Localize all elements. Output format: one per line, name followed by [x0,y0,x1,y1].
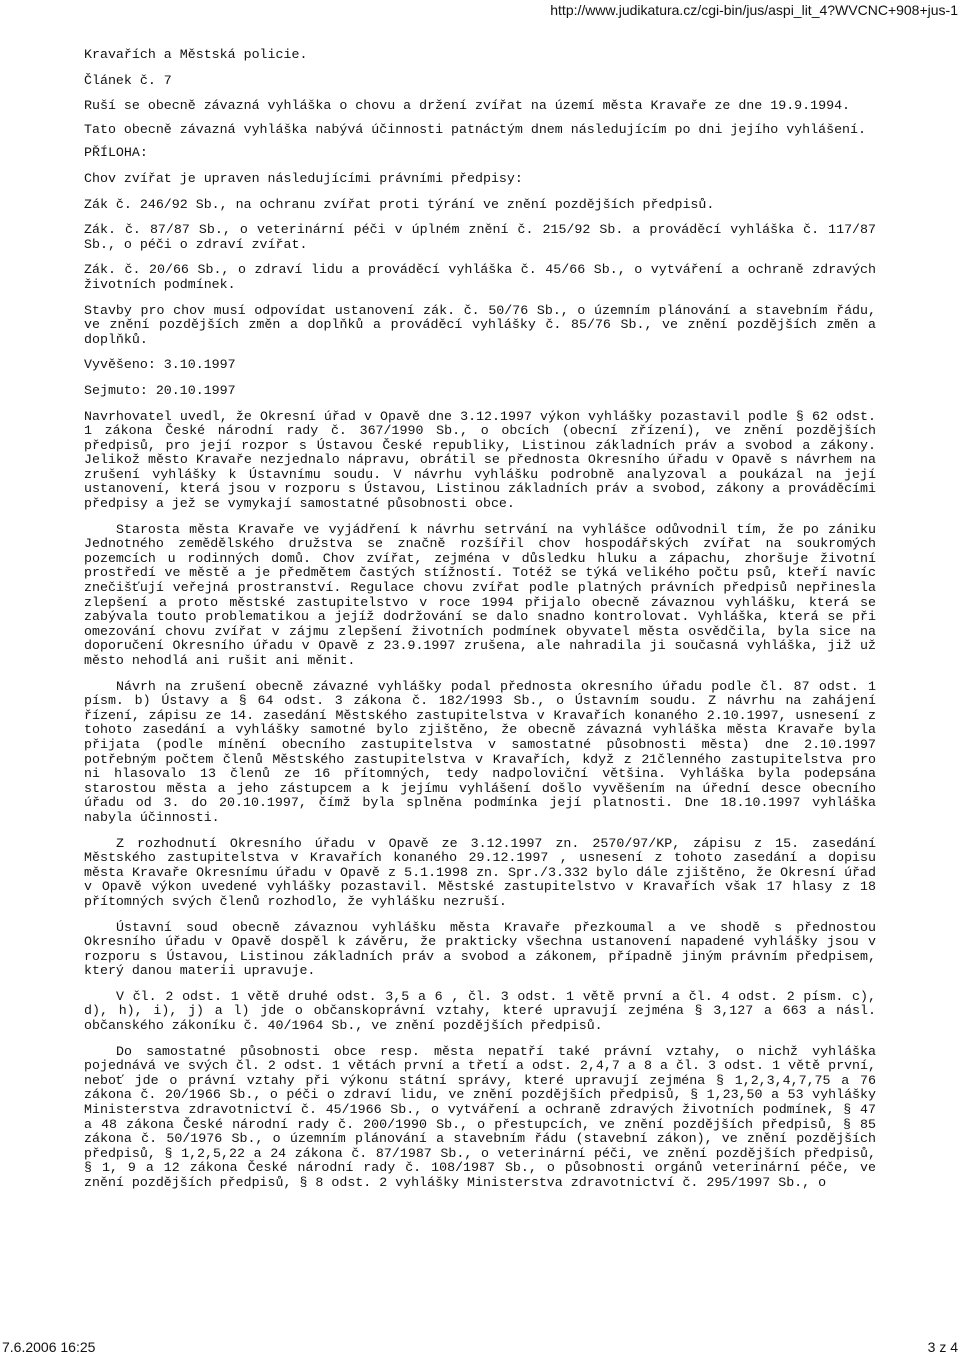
paragraph: Ústavní soud obecně závaznou vyhlášku města Kravaře přezkoumal a ve shodě s přednostou Okresního úřadu v Opavě dospěl k závěru, že prakticky všechna ustanovení napadené vyhlášky jsou v rozporu s Ústavou, Listinou základních práv a svobod a zákonem, případně jiným právním předpisem, který danou materii upravuje. [84,919,876,979]
paragraph: Zák č. 246/92 Sb., na ochranu zvířat proti týrání ve znění pozdějších předpisů. [84,196,715,212]
article-heading: Článek č. 7 [84,72,172,88]
paragraph: Z rozhodnutí Okresního úřadu v Opavě ze 3.12.1997 zn. 2570/97/KP, zápisu z 15. zasedání Městského zastupitelstva v Kravařích konaného 29.12.1997 , usnesení z tohoto zasedání a dopisu města Kravaře Okresnímu úřadu v Opavě z 5.1.1998 zn. Spr./3.332 bylo dále zjištěno, že Okresní úřad v Opavě výkon uvedené vyhlášky pozastavil. Městské zastupitelstvo v Kravařích však 17 hlasy z 18 přítomných svých členů rozhodlo, že vyhlášku nezruší. [84,835,876,909]
paragraph: Tato obecně závazná vyhláška nabývá účinnosti patnáctým dnem následujícím po dni jejího vyhlášení. [84,121,866,137]
posted-date: Vyvěšeno: 3.10.1997 [84,357,236,373]
paragraph: Navrhovatel uvedl, že Okresní úřad v Opavě dne 3.12.1997 výkon vyhlášky pozastavil podle § 62 odst. 1 zákona České národní rady č. 367/1990 Sb., o obcích (obecní zřízení), ve znění pozdějších předpisů, pro její rozpor s Ústavou České republiky, Listinou základních práv a svobod a zákony. Jelikož město Kravaře nezjednalo nápravu, obrátil se přednosta Okresního úřadu v Opavě s návrhem na zrušení vyhlášky k Ústavnímu soudu. V návrhu vyhlášku podrobně analyzoval a poukázal na její ustanovení, která jsou v rozporu s Ústavou, Listinou základních práv a svobod, zákony a prováděcími předpisy a jež se vymykají samostatné působnosti obce. [84,408,876,512]
paragraph: Starosta města Kravaře ve vyjádření k návrhu setrvání na vyhlášce odůvodnil tím, že po zániku Jednotného zemědělského družstva se značně rozšířil chov hospodářských zvířat na soukromých pozemcích u rodinných domů. Chov zvířat, zejména v důsledku hluku a zápachu, zhoršuje životní prostředí ve městě a je předmětem častých stížností. Totéž se týká velikého počtu psů, kteří navíc znečišťují veřejná prostranství. Regulace chovu zvířat podle platných právních předpisů nepřinesla zlepšení a proto městské zastupitelstvo v roce 1994 přijalo obecně závaznou vyhlášku, která se zabývala touto problematikou a jejíž dodržování se dalo snadno kontrolovat. Vyhláška, která se při omezování chovu zvířat v zájmu zlepšení životních podmínek obyvatel města osvědčila, byla sice na doporučení Okresního úřadu v Opavě z 23.9.1997 zrušena, ale nahradila ji současná vyhláška, již už město nehodlá ani rušit ani měnit. [84,521,876,668]
paragraph: Chov zvířat je upraven následujícími právními předpisy: [84,170,523,186]
paragraph: Do samostatné působnosti obce resp. města nepatří také právní vztahy, o nichž vyhláška pojednává ve svých čl. 2 odst. 1 větách první a třetí a odst. 2,4,7 a 8 a čl. 3 odst. 1 větě první, neboť jde o právní vztahy při výkonu státní správy, které upravují zejména § 1,2,3,4,7,75 a 76 zákona č. 20/1966 Sb., o péči o zdraví lidu, ve znění pozdějších předpisů, § 1,23,50 a 53 vyhlášky Ministerstva zdravotnictví č. 45/1966 Sb., o vytváření a ochraně zdravých životních podmínek, § 47 a 48 zákona České národní rady č. 200/1990 Sb., o přestupcích, ve znění pozdějších předpisů, § 85 zákona č. 50/1976 Sb., o územním plánování a stavebním řádu (stavební zákon), ve znění pozdějších předpisů, § 1,2,5,22 a 24 zákona č. 87/1987 Sb., o veterinární péči, ve znění pozdějších předpisů, § 1, 9 a 12 zákona České národní rady č. 108/1987 Sb., o působnosti orgánů veterinární péče, ve znění pozdějších předpisů, § 8 odst. 2 vyhlášky Ministerstva zdravotnictví č. 295/1997 Sb., o [84,1043,876,1190]
paragraph: Návrh na zrušení obecně závazné vyhlášky podal přednosta okresního úřadu podle čl. 87 odst. 1 písm. b) Ústavy a § 64 odst. 3 zákona č. 182/1993 Sb., o Ústavním soudu. Z návrhu na zahájení řízení, zápisu ze 14. zasedání Městského zastupitelstva v Kravařích konaného 2.10.1997, usnesení z tohoto zasedání a vyhlášky samotné bylo zjištěno, že obecně závazná vyhláška města Kravaře byla přijata (podle mínění obecního zastupitelstva v samostatné působnosti města) dne 2.10.1997 potřebným počtem členů Městského zastupitelstva v Kravařích, když z 21členného zastupitelstva pro ni hlasovalo 13 členů ze 16 přítomných, tedy nadpoloviční většina. Vyhláška byla podepsána starostou města a jeho zástupcem a k jejímu vyhlášení došlo vyvěšením na úřední desce obecního úřadu od 3. do 20.10.1997, čímž byla splněna podmínka její platnosti. Dne 18.10.1997 vyhláška nabyla účinnosti. [84,678,876,825]
paragraph: Stavby pro chov musí odpovídat ustanovení zák. č. 50/76 Sb., o územním plánování a stavebním řádu, ve znění pozdějších změn a doplňků a prováděcí vyhlášky č. 85/76 Sb., ve znění pozdějších změn a doplňků. [84,302,876,347]
annex-heading: PŘÍLOHA: [84,145,148,161]
removed-date: Sejmuto: 20.10.1997 [84,382,236,398]
paragraph: Ruší se obecně závazná vyhláška o chovu a držení zvířat na území města Kravaře ze dne 19.9.1994. [84,98,851,114]
paragraph: Zák. č. 20/66 Sb., o zdraví lidu a prováděcí vyhláška č. 45/66 Sb., o vytváření a ochraně zdravých životních podmínek. [84,262,876,292]
page-number: 3 z 4 [927,1339,958,1355]
page-url: http://www.judikatura.cz/cgi-bin/jus/aspi_lit_4?WVCNC+908+jus-1 [550,2,958,18]
paragraph: V čl. 2 odst. 1 větě druhé odst. 3,5 a 6 , čl. 3 odst. 1 větě první a čl. 4 odst. 2 písm. c), d), h), i), j) a l) jde o občanskoprávní vztahy, které upravují zejména § 3,127 a 663 a násl. občanského zákoníku č. 40/1964 Sb., ve znění pozdějších předpisů. [84,988,876,1034]
paragraph: Kravařích a Městská policie. [84,47,308,62]
paragraph: Zák. č. 87/87 Sb., o veterinární péči v úplném znění č. 215/92 Sb. a prováděcí vyhláška č. 117/87 Sb., o péči o zdraví zvířat. [84,222,876,252]
print-timestamp: 7.6.2006 16:25 [2,1339,96,1355]
document-body [84,48,876,1191]
